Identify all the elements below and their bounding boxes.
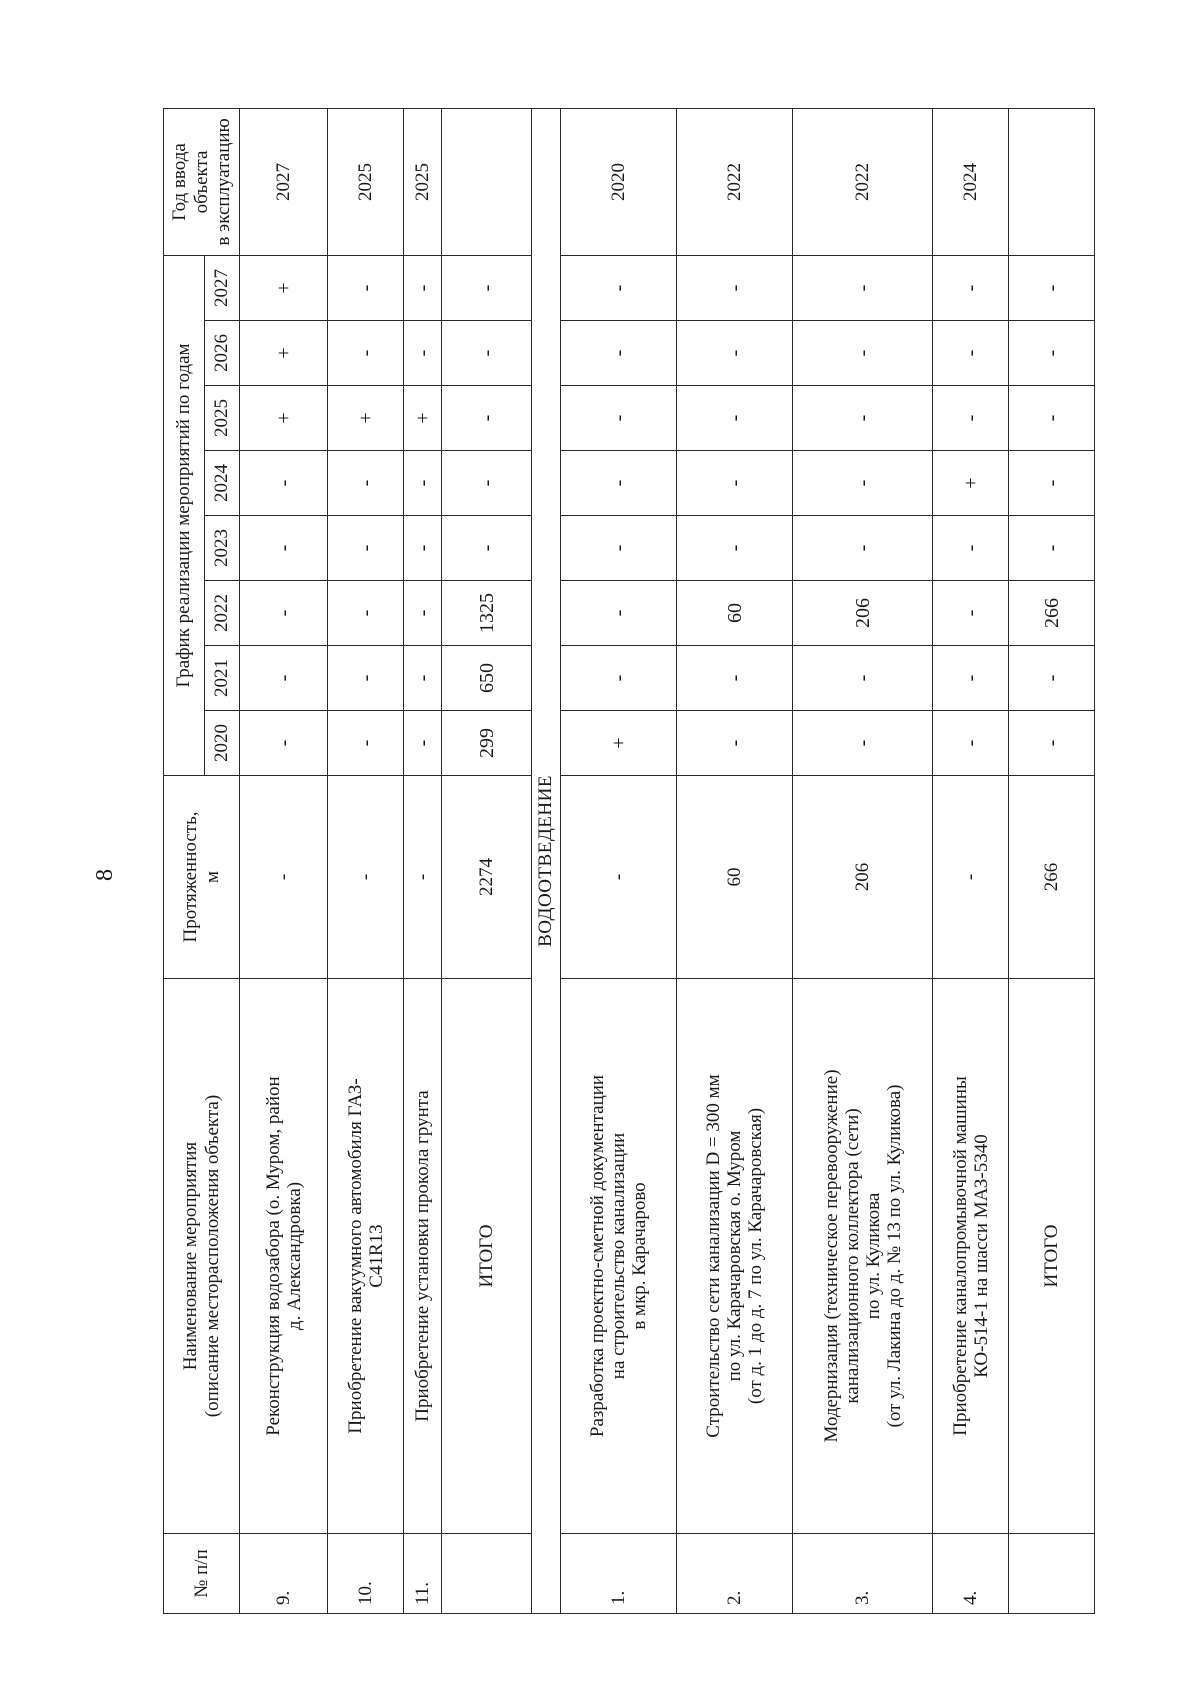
row-name-line: (от ул. Лакина до д. № 13 по ул. Куликова) bbox=[883, 1084, 905, 1428]
row-name-line: по ул. Карачаровская о. Муром bbox=[724, 1130, 745, 1382]
section-title: ВОДООТВЕДЕНИЕ bbox=[532, 108, 561, 1613]
row-name bbox=[561, 979, 677, 1534]
row-name-line: Модернизация (техническое перевооружение) bbox=[820, 1069, 842, 1443]
total-commission bbox=[442, 108, 532, 255]
row-name-line: Приобретение установки прокола грунта bbox=[412, 1090, 433, 1422]
row-num: 1. bbox=[561, 1534, 677, 1614]
row-commission: 2025 bbox=[328, 108, 404, 255]
row-year-cell: - bbox=[404, 711, 442, 776]
table-row bbox=[328, 108, 404, 1613]
row-length: 206 bbox=[793, 776, 933, 979]
row-year-cell: - bbox=[677, 386, 793, 451]
total-num bbox=[442, 1534, 532, 1614]
row-length: - bbox=[404, 776, 442, 979]
row-year-cell: - bbox=[404, 516, 442, 581]
row-year-cell: - bbox=[793, 646, 933, 711]
row-commission: 2024 bbox=[933, 108, 1009, 255]
row-length: - bbox=[240, 776, 328, 979]
row-year-cell: - bbox=[933, 711, 1009, 776]
row-year-cell: - bbox=[561, 516, 677, 581]
table-row bbox=[240, 108, 328, 1613]
row-year-cell: + bbox=[240, 321, 328, 386]
total-year-cell: 650 bbox=[442, 646, 532, 711]
row-name bbox=[404, 979, 442, 1534]
header-name-line: (описание месторасположения объекта) bbox=[201, 1094, 223, 1418]
header-commission-line: объекта bbox=[190, 150, 212, 214]
total-year-cell: - bbox=[1009, 451, 1095, 516]
total-year-cell: - bbox=[1009, 516, 1095, 581]
row-year-cell: - bbox=[404, 581, 442, 646]
total-length: 2274 bbox=[442, 776, 532, 979]
row-year-cell: - bbox=[677, 451, 793, 516]
schedule-table bbox=[163, 108, 1095, 1614]
row-name-line: Приобретение вакуумного автомобиля ГАЗ- bbox=[344, 1078, 366, 1434]
row-year-cell: + bbox=[561, 711, 677, 776]
row-name-line: КО-514-1 на шасси МАЗ-5340 bbox=[970, 1134, 992, 1378]
row-year-cell: - bbox=[677, 255, 793, 320]
table-row bbox=[404, 108, 442, 1613]
table-row bbox=[933, 108, 1009, 1613]
section-row bbox=[532, 108, 561, 1613]
header-year: 2026 bbox=[205, 321, 240, 386]
row-year-cell: - bbox=[933, 646, 1009, 711]
row-year-cell: + bbox=[404, 386, 442, 451]
header-year: 2020 bbox=[205, 711, 240, 776]
row-year-cell: - bbox=[240, 646, 328, 711]
row-year-cell: - bbox=[561, 386, 677, 451]
row-name-line: Реконструкция водозабора (о. Муром, район bbox=[262, 1076, 284, 1436]
row-year-cell: - bbox=[240, 451, 328, 516]
row-name bbox=[240, 979, 328, 1534]
row-num: 4. bbox=[933, 1534, 1009, 1614]
total-year-cell: - bbox=[1009, 711, 1095, 776]
table-body bbox=[164, 108, 1095, 1613]
row-num: 9. bbox=[240, 1534, 328, 1614]
row-num: 10. bbox=[328, 1534, 404, 1614]
row-name-line: Приобретение каналопромывочной машины bbox=[949, 1076, 971, 1436]
row-name bbox=[677, 979, 793, 1534]
total-row bbox=[1009, 108, 1095, 1613]
total-year-cell: 299 bbox=[442, 711, 532, 776]
total-year-cell: - bbox=[442, 386, 532, 451]
row-year-cell: 60 bbox=[677, 581, 793, 646]
total-year-cell: 266 bbox=[1009, 581, 1095, 646]
row-year-cell: - bbox=[404, 321, 442, 386]
row-year-cell: - bbox=[404, 255, 442, 320]
total-year-cell: - bbox=[442, 451, 532, 516]
header-year: 2025 bbox=[205, 386, 240, 451]
total-year-cell: - bbox=[1009, 321, 1095, 386]
row-year-cell: - bbox=[561, 255, 677, 320]
row-year-cell: - bbox=[793, 386, 933, 451]
row-num: 2. bbox=[677, 1534, 793, 1614]
total-commission bbox=[1009, 108, 1095, 255]
row-year-cell: - bbox=[677, 646, 793, 711]
row-year-cell: + bbox=[933, 451, 1009, 516]
row-name-line: в мкр. Карачарово bbox=[629, 1182, 650, 1330]
row-name-line: С41R13 bbox=[365, 1224, 387, 1288]
header-name bbox=[164, 979, 240, 1534]
row-year-cell: - bbox=[677, 321, 793, 386]
row-year-cell: - bbox=[561, 321, 677, 386]
row-year-cell: - bbox=[793, 321, 933, 386]
row-name-line: по ул. Куликова bbox=[862, 1192, 884, 1320]
header-length-line: Протяженность, bbox=[179, 811, 201, 943]
header-num bbox=[164, 1534, 240, 1614]
row-year-cell: - bbox=[328, 321, 404, 386]
row-length: 60 bbox=[677, 776, 793, 979]
row-commission: 2025 bbox=[404, 108, 442, 255]
header-name-line: Наименование мероприятия bbox=[179, 1141, 201, 1371]
total-length: 266 bbox=[1009, 776, 1095, 979]
row-year-cell: - bbox=[240, 581, 328, 646]
total-year-cell: - bbox=[1009, 646, 1095, 711]
row-year-cell: + bbox=[240, 386, 328, 451]
row-year-cell: - bbox=[933, 516, 1009, 581]
row-year-cell: - bbox=[933, 321, 1009, 386]
row-year-cell: - bbox=[677, 711, 793, 776]
row-year-cell: 206 bbox=[793, 581, 933, 646]
row-num: 3. bbox=[793, 1534, 933, 1614]
row-year-cell: + bbox=[328, 386, 404, 451]
row-year-cell: - bbox=[933, 255, 1009, 320]
header-year: 2027 bbox=[205, 255, 240, 320]
table-row bbox=[793, 108, 933, 1613]
row-year-cell: - bbox=[240, 711, 328, 776]
row-name bbox=[328, 979, 404, 1534]
row-year-cell: - bbox=[328, 581, 404, 646]
row-commission: 2027 bbox=[240, 108, 328, 255]
total-year-cell: - bbox=[442, 321, 532, 386]
row-length: - bbox=[933, 776, 1009, 979]
row-year-cell: - bbox=[404, 451, 442, 516]
row-year-cell: - bbox=[561, 451, 677, 516]
header-schedule: График реализации мероприятий по годам bbox=[164, 255, 205, 775]
row-year-cell: - bbox=[793, 711, 933, 776]
row-name bbox=[793, 979, 933, 1534]
row-name bbox=[933, 979, 1009, 1534]
row-commission: 2022 bbox=[677, 108, 793, 255]
row-name-line: Строительство сети канализации D = 300 мм bbox=[703, 1074, 724, 1438]
row-name-line: канализационного коллектора (сети) bbox=[841, 1108, 863, 1404]
row-year-cell: - bbox=[328, 255, 404, 320]
total-year-cell: - bbox=[1009, 386, 1095, 451]
total-year-cell: - bbox=[1009, 255, 1095, 320]
rotated-page bbox=[163, 109, 1063, 1614]
row-year-cell: - bbox=[328, 451, 404, 516]
table-row bbox=[677, 108, 793, 1613]
row-name-line: д. Александровка) bbox=[283, 1181, 305, 1331]
page-number: 8 bbox=[92, 869, 118, 881]
header-commission-line: в эксплуатацию bbox=[212, 118, 234, 246]
total-row bbox=[442, 108, 532, 1613]
row-year-cell: - bbox=[677, 516, 793, 581]
table-row bbox=[561, 108, 677, 1613]
total-num bbox=[1009, 1534, 1095, 1614]
header-row bbox=[164, 108, 205, 1613]
row-commission: 2020 bbox=[561, 108, 677, 255]
header-commission-line: Год ввода bbox=[168, 143, 190, 221]
row-num: 11. bbox=[404, 1534, 442, 1614]
header-commission bbox=[164, 108, 240, 255]
row-year-cell: - bbox=[933, 386, 1009, 451]
header-year: 2022 bbox=[205, 581, 240, 646]
row-year-cell: - bbox=[561, 646, 677, 711]
header-length bbox=[164, 776, 240, 979]
row-year-cell: - bbox=[328, 711, 404, 776]
header-year: 2021 bbox=[205, 646, 240, 711]
header-year: 2024 bbox=[205, 451, 240, 516]
row-year-cell: - bbox=[561, 581, 677, 646]
row-year-cell: - bbox=[404, 646, 442, 711]
row-commission: 2022 bbox=[793, 108, 933, 255]
row-length: - bbox=[328, 776, 404, 979]
row-year-cell: - bbox=[933, 581, 1009, 646]
header-year: 2023 bbox=[205, 516, 240, 581]
row-year-cell: - bbox=[328, 516, 404, 581]
row-year-cell: - bbox=[793, 255, 933, 320]
row-name-line: на строительство канализации bbox=[608, 1132, 629, 1380]
header-num-text: № п/п bbox=[190, 1549, 212, 1598]
header-length-line: м bbox=[201, 870, 223, 884]
row-year-cell: - bbox=[793, 516, 933, 581]
total-label: ИТОГО bbox=[442, 979, 532, 1534]
total-year-cell: - bbox=[442, 255, 532, 320]
total-year-cell: 1325 bbox=[442, 581, 532, 646]
total-year-cell: - bbox=[442, 516, 532, 581]
row-length: - bbox=[561, 776, 677, 979]
row-name-line: (от д. 1 до д. 7 по ул. Карачаровская) bbox=[745, 1107, 766, 1405]
row-name-line: Разработка проектно-сметной документации bbox=[587, 1074, 608, 1438]
row-year-cell: - bbox=[240, 516, 328, 581]
row-year-cell: - bbox=[328, 646, 404, 711]
total-label: ИТОГО bbox=[1009, 979, 1095, 1534]
row-year-cell: + bbox=[240, 255, 328, 320]
row-year-cell: - bbox=[793, 451, 933, 516]
